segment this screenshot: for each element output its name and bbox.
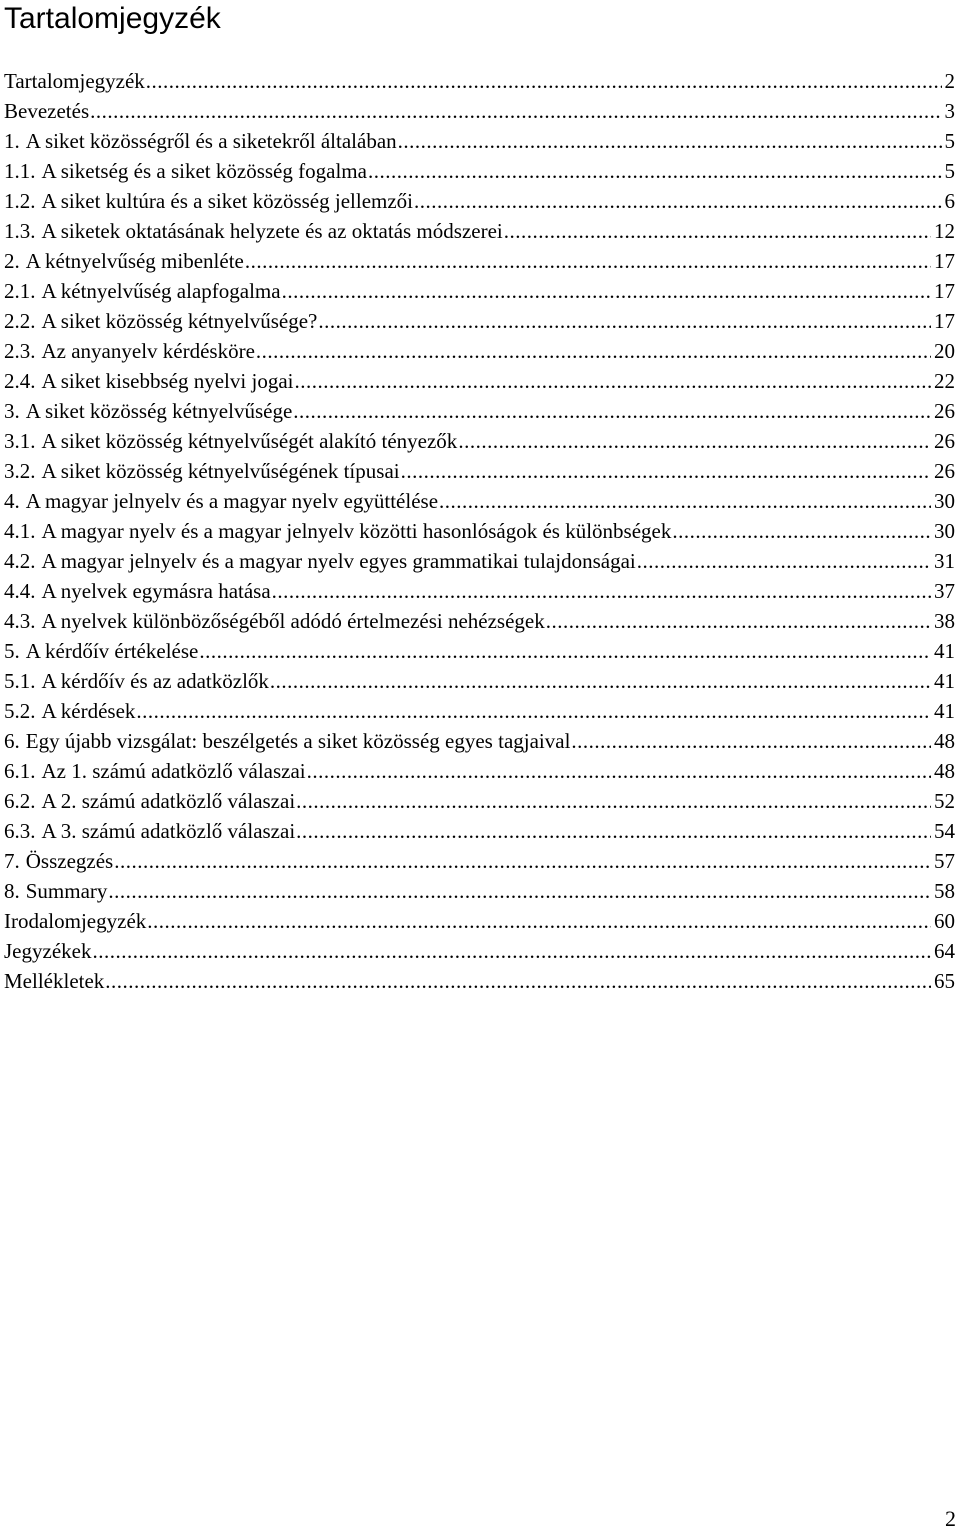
toc-dot-leader [294,366,931,396]
toc-entry[interactable] [4,906,955,936]
toc-entry-page: 3 [944,99,955,123]
toc-entry-page: 64 [934,939,955,963]
toc-dot-leader [307,756,931,786]
toc-entry-number: 2. [4,249,20,273]
toc-entry-title: A siket közösség kétnyelvűsége [25,399,293,423]
toc-dot-leader [296,816,931,846]
toc-entry-number: 4. [4,489,20,513]
toc-entry[interactable] [4,366,955,396]
toc-dot-leader [270,666,931,696]
table-of-contents [4,66,955,996]
toc-entry-number: 5. [4,639,20,663]
toc-entry[interactable] [4,726,955,756]
toc-entry-number: 5.2. [4,699,36,723]
page-title: Tartalomjegyzék [4,2,221,35]
toc-entry-page: 41 [934,699,955,723]
toc-entry-title: Összegzés [25,849,114,873]
page-number: 2 [945,1506,956,1531]
toc-dot-leader [401,456,931,486]
toc-entry-number: 4.4. [4,579,36,603]
toc-entry-title: Irodalomjegyzék [4,909,147,933]
toc-entry-title: A siket közösség kétnyelvűsége? [41,309,318,333]
toc-entry-number: 2.1. [4,279,36,303]
toc-dot-leader [439,486,931,516]
toc-entry-page: 60 [934,909,955,933]
toc-dot-leader [282,276,931,306]
toc-entry-title: Az 1. számú adatközlő válaszai [41,759,306,783]
toc-dot-leader [293,396,931,426]
toc-entry-page: 26 [934,429,955,453]
toc-entry-page: 48 [934,729,955,753]
toc-entry-page: 52 [934,789,955,813]
toc-entry[interactable] [4,936,955,966]
toc-entry[interactable] [4,456,955,486]
toc-entry[interactable] [4,696,955,726]
toc-entry-title: A magyar jelnyelv és a magyar nyelv együttélése [25,489,439,513]
toc-entry-title: A 2. számú adatközlő válaszai [41,789,296,813]
toc-entry-number: 2.2. [4,309,36,333]
toc-entry-page: 17 [934,249,955,273]
toc-entry-page: 12 [934,219,955,243]
toc-entry-number: 6.3. [4,819,36,843]
toc-entry-page: 26 [934,399,955,423]
toc-entry[interactable] [4,216,955,246]
toc-entry-page: 22 [934,369,955,393]
toc-entry-title: A siket közösségről és a siketekről általában [25,129,397,153]
toc-dot-leader [147,906,931,936]
toc-entry-page: 31 [934,549,955,573]
toc-dot-leader [637,546,931,576]
toc-dot-leader [114,846,931,876]
toc-entry[interactable] [4,816,955,846]
toc-entry-title: A 3. számú adatközlő válaszai [41,819,296,843]
toc-dot-leader [105,966,931,996]
toc-entry[interactable] [4,576,955,606]
toc-entry[interactable] [4,546,955,576]
toc-entry[interactable] [4,846,955,876]
toc-entry-title: A siket közösség kétnyelvűségét alakító tényezők [41,429,458,453]
toc-entry-title: Mellékletek [4,969,105,993]
toc-entry[interactable] [4,606,955,636]
toc-entry-title: A kérdőív és az adatközlők [41,669,269,693]
toc-entry-number: 1.2. [4,189,36,213]
toc-entry[interactable] [4,186,955,216]
toc-entry-number: 7. [4,849,20,873]
toc-dot-leader [272,576,931,606]
toc-entry-title: A kérdőív értékelése [25,639,199,663]
toc-entry-page: 37 [934,579,955,603]
toc-entry-title: Summary [25,879,108,903]
toc-entry-title: A magyar nyelv és a magyar jelnyelv közötti hasonlóságok és különbségek [41,519,672,543]
toc-dot-leader [398,126,942,156]
toc-entry-number: 6. [4,729,20,753]
toc-entry-number: 2.4. [4,369,36,393]
toc-entry[interactable] [4,876,955,906]
toc-entry[interactable] [4,246,955,276]
toc-entry-number: 1.1. [4,159,36,183]
toc-entry-page: 6 [944,189,955,213]
toc-entry-title: Bevezetés [4,99,90,123]
toc-entry-title: A siketek oktatásának helyzete és az oktatás módszerei [41,219,503,243]
toc-dot-leader [504,216,931,246]
toc-entry-page: 41 [934,639,955,663]
toc-entry-title: A nyelvek különbözőségéből adódó értelmezési nehézségek [41,609,545,633]
toc-entry-page: 41 [934,669,955,693]
toc-entry-title: Tartalomjegyzék [4,69,145,93]
toc-entry-page: 26 [934,459,955,483]
toc-dot-leader [136,696,931,726]
toc-entry-number: 5.1. [4,669,36,693]
toc-entry-page: 5 [944,159,955,183]
toc-entry-title: A siket kultúra és a siket közösség jellemzői [41,189,413,213]
toc-dot-leader [318,306,931,336]
toc-entry-number: 4.3. [4,609,36,633]
toc-dot-leader [296,786,931,816]
toc-entry-title: A magyar jelnyelv és a magyar nyelv egyes grammatikai tulajdonságai [41,549,636,573]
toc-entry[interactable] [4,156,955,186]
toc-entry-page: 38 [934,609,955,633]
toc-entry-title: A kérdések [41,699,136,723]
toc-dot-leader [571,726,931,756]
toc-entry-title: Az anyanyelv kérdésköre [41,339,255,363]
toc-dot-leader [245,246,931,276]
toc-entry-page: 30 [934,489,955,513]
toc-entry-page: 65 [934,969,955,993]
toc-entry-page: 48 [934,759,955,783]
toc-entry-page: 57 [934,849,955,873]
toc-entry[interactable] [4,666,955,696]
toc-entry-page: 5 [944,129,955,153]
toc-dot-leader [256,336,931,366]
toc-entry[interactable] [4,426,955,456]
toc-dot-leader [546,606,931,636]
toc-entry-number: 1.3. [4,219,36,243]
toc-entry-number: 2.3. [4,339,36,363]
toc-dot-leader [199,636,931,666]
toc-entry[interactable] [4,336,955,366]
toc-dot-leader [108,876,931,906]
toc-entry-title: A kétnyelvűség mibenléte [25,249,244,273]
toc-dot-leader [146,66,942,96]
toc-entry[interactable] [4,396,955,426]
toc-entry-title: A siket közösség kétnyelvűségének típusai [41,459,400,483]
toc-entry-number: 4.1. [4,519,36,543]
toc-dot-leader [368,156,942,186]
toc-entry-page: 30 [934,519,955,543]
toc-entry-number: 6.1. [4,759,36,783]
toc-entry-number: 1. [4,129,20,153]
toc-entry[interactable] [4,306,955,336]
toc-entry-page: 54 [934,819,955,843]
toc-entry[interactable] [4,786,955,816]
toc-dot-leader [90,96,941,126]
toc-dot-leader [414,186,942,216]
toc-entry-page: 58 [934,879,955,903]
toc-entry-page: 17 [934,279,955,303]
toc-entry[interactable] [4,756,955,786]
toc-entry-title: A nyelvek egymásra hatása [41,579,271,603]
toc-dot-leader [672,516,931,546]
toc-entry-number: 4.2. [4,549,36,573]
toc-entry-title: A siketség és a siket közösség fogalma [41,159,367,183]
toc-entry[interactable] [4,66,955,96]
toc-entry-title: Jegyzékek [4,939,92,963]
toc-entry-number: 3.2. [4,459,36,483]
toc-entry-number: 3.1. [4,429,36,453]
toc-entry-page: 2 [944,69,955,93]
toc-entry[interactable] [4,516,955,546]
toc-entry[interactable] [4,126,955,156]
toc-dot-leader [458,426,931,456]
toc-entry[interactable] [4,96,955,126]
toc-entry-page: 17 [934,309,955,333]
toc-entry[interactable] [4,966,955,996]
toc-entry[interactable] [4,486,955,516]
toc-entry[interactable] [4,636,955,666]
toc-entry-number: 8. [4,879,20,903]
toc-entry-title: Egy újabb vizsgálat: beszélgetés a siket közösség egyes tagjaival [25,729,571,753]
toc-entry-title: A siket kisebbség nyelvi jogai [41,369,294,393]
toc-entry-number: 6.2. [4,789,36,813]
toc-entry-title: A kétnyelvűség alapfogalma [41,279,281,303]
toc-entry-page: 20 [934,339,955,363]
toc-dot-leader [92,936,931,966]
toc-entry-number: 3. [4,399,20,423]
toc-entry[interactable] [4,276,955,306]
